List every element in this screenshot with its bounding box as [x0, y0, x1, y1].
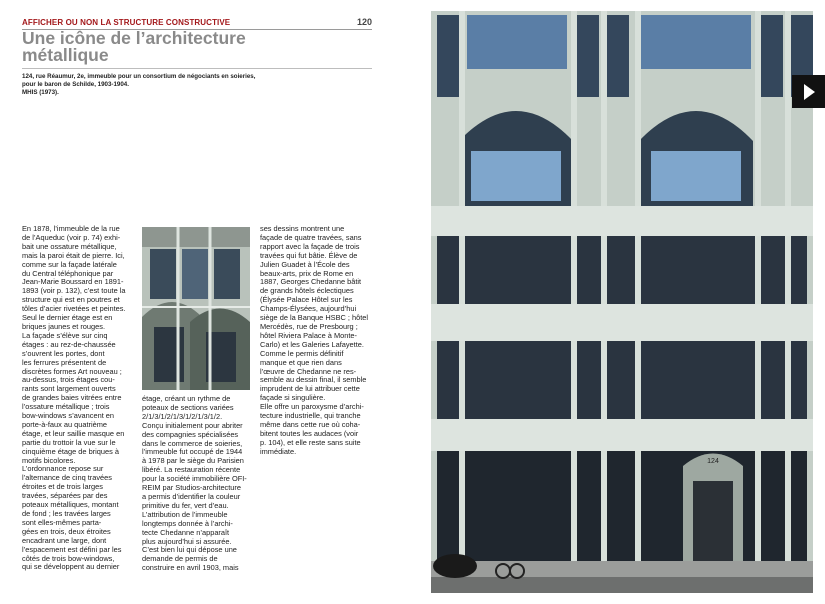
text-line: même dans cette rue où coha- [260, 419, 361, 429]
text-line: bait une ossature métallique, [22, 241, 117, 251]
caption-line-1: 124, rue Réaumur, 2e, immeuble pour un consortium de négociants en soieries, [22, 73, 256, 80]
text-line: semble au dessin final, il semble [260, 375, 367, 385]
door-number: 124 [707, 458, 719, 465]
text-line: L’attribution de l’immeuble [142, 509, 228, 519]
text-line: 1893 (voir p. 132), c’est toute la [22, 286, 126, 296]
text-line: rants sont largement ouverts [22, 384, 116, 394]
text-line: étage, et leur saillie masque en [22, 428, 125, 438]
text-line: immédiate. [260, 446, 297, 456]
text-line: construire en avril 1903, mais [142, 563, 239, 573]
text-line: comme sur la façade latérale [22, 259, 117, 269]
caption-line-3: MHIS (1973). [22, 89, 59, 96]
text-line: bitent toutes les audaces (voir [260, 428, 359, 438]
text-line: poteaux de sections variées [142, 402, 234, 412]
text-line: 2/1/3/1/2/1/3/1/2/1/3/1/2. [142, 411, 223, 421]
text-line: de l’Aqueduc (voir p. 74) exhi- [22, 232, 121, 242]
text-line: C’est bien lui qui dépose une [142, 545, 237, 555]
text-line: Julien Guadet à l’École des [260, 259, 350, 269]
page-title [22, 30, 372, 64]
text-line: rapport avec la façade de trois [260, 241, 360, 251]
text-line: Carlo) et les Galeries Lafayette. [260, 339, 364, 349]
facade-detail-photo [142, 227, 250, 390]
text-line: tôles d’acier rivetées et peintes. [22, 304, 126, 314]
text-line: l’œuvre de Chedanne ne res- [260, 366, 357, 376]
text-line: Champs-Élysées, aujourd’hui [260, 304, 357, 314]
text-line: tecture industrielle, qui tranche [260, 411, 361, 421]
text-line: ses dessins montrent une [260, 224, 345, 233]
text-line: étages : au rez-de-chaussée [22, 339, 116, 349]
text-line: En 1878, l’immeuble de la rue [22, 224, 120, 233]
text-line: sont elles-mêmes parta- [22, 517, 102, 527]
text-line: L’ordonnance repose sur [22, 464, 104, 474]
title-rule [22, 68, 372, 69]
text-line: briques jaunes et rouges. [22, 321, 105, 331]
text-line: côtés de trois bow-windows, [22, 553, 115, 563]
text-line: La façade s’élève sur cinq [22, 330, 108, 340]
text-line: tecte Chedanne n’apparaît [142, 527, 230, 537]
text-line: REIM par Studios-architecture [142, 483, 241, 493]
text-column-1 [22, 225, 136, 572]
text-line: l’immeuble fut occupé de 1944 [142, 447, 243, 457]
title-line-1: Une icône de l’architecture [22, 28, 246, 48]
section-kicker: AFFICHER OU NON LA STRUCTURE CONSTRUCTIVE [22, 18, 231, 27]
title-line-2: métallique [22, 45, 109, 65]
play-icon [804, 84, 815, 100]
facade-photo [431, 11, 813, 593]
text-line: de fond ; les travées larges [22, 509, 111, 518]
text-line: étroites et de trois larges [22, 482, 103, 492]
text-line: longtemps donnée à l’archi- [142, 518, 233, 528]
text-line: de grands hôtels éclectiques [260, 286, 354, 296]
caption-line-2: pour le baron de Schilde, 1903-1904. [22, 81, 129, 88]
text-line: hôtel Riviera Palace à Monte- [260, 330, 357, 340]
text-line: libéré. La restauration récente [142, 465, 241, 475]
text-line: pour la société immobilière OFI- [142, 474, 247, 484]
text-line: partie du trottoir la vue sur le [22, 437, 116, 447]
text-line: Elle offre un paroxysme d’archi- [260, 402, 364, 412]
text-line: travées, séparées par des [22, 491, 108, 501]
text-line: Seul le dernier étage est en [22, 313, 113, 323]
text-line: l’ossature métallique ; trois [22, 402, 110, 412]
text-line: mais la paroi était de pierre. Ici, [22, 250, 125, 260]
text-line: l’espacement est défini par les [22, 544, 122, 554]
text-line: (Élysée Palace Hôtel sur les [260, 295, 353, 305]
text-line: l’alternance de cinq travées [22, 473, 112, 483]
text-line: porte-à-faux au quatrième [22, 419, 108, 429]
text-line: imprudent de lui attribuer cette [260, 384, 360, 394]
text-line: demande de permis de [142, 554, 218, 564]
text-line: encadrant une large, dont [22, 535, 107, 545]
text-line: façade de quatre travées, sans [260, 232, 362, 242]
play-button[interactable] [792, 75, 825, 108]
text-line: a permis d’identifier la couleur [142, 491, 241, 501]
text-line: gées en trois, deux étroites [22, 526, 111, 536]
text-line: bow-windows s’avancent en [22, 411, 115, 421]
text-line: beaux-arts, prix de Rome en [260, 268, 354, 278]
text-line: de grandes baies vitrées entre [22, 393, 122, 403]
text-line: manque et que rien dans [260, 357, 342, 367]
photo-caption [22, 73, 272, 97]
text-line: Mercédès, rue de Presbourg ; [260, 321, 358, 331]
text-line: motifs bicolores. [22, 455, 76, 465]
text-line: structure qui est en poutres et [22, 295, 120, 305]
text-line: s’ouvrent les portes, dont [22, 348, 105, 358]
text-line: qui se développent au dernier [22, 562, 120, 572]
text-line: au-dessus, trois étages cou- [22, 375, 115, 385]
text-line: siège de la Banque HSBC ; hôtel [260, 313, 369, 323]
text-line: p. 104), et elle reste sans suite [260, 437, 361, 447]
text-line: discrètes formes Art nouveau ; [22, 366, 122, 376]
text-line: 1887, Georges Chedanne bâtit [260, 277, 362, 287]
text-line: travées qui fut bâtie. Élève de [260, 250, 358, 260]
text-line: des compagnies spécialisées [142, 429, 239, 439]
text-line: façade si singulière. [260, 393, 326, 403]
text-line: primitive du fer, vert d’eau. [142, 500, 229, 510]
text-line: Comme le permis définitif [260, 348, 344, 358]
text-line: dans le commerce de soieries, [142, 438, 243, 448]
text-line: Jean-Marie Boussard en 1891- [22, 277, 124, 287]
text-line: cinquième étage de briques à [22, 446, 119, 456]
text-line: plus aujourd’hui si assurée. [142, 536, 232, 546]
text-line: du Central téléphonique par [22, 268, 114, 278]
text-line: poteaux métalliques, montant [22, 500, 119, 510]
text-line: à 1978 par le siège du Parisien [142, 456, 244, 466]
page-number: 120 [357, 17, 373, 27]
text-line: Conçu initialement pour abriter [142, 420, 243, 430]
text-column-2 [142, 395, 254, 573]
text-column-3 [260, 225, 373, 457]
text-line: les ferrures présentent de [22, 357, 107, 367]
text-line: étage, créant un rythme de [142, 394, 231, 403]
